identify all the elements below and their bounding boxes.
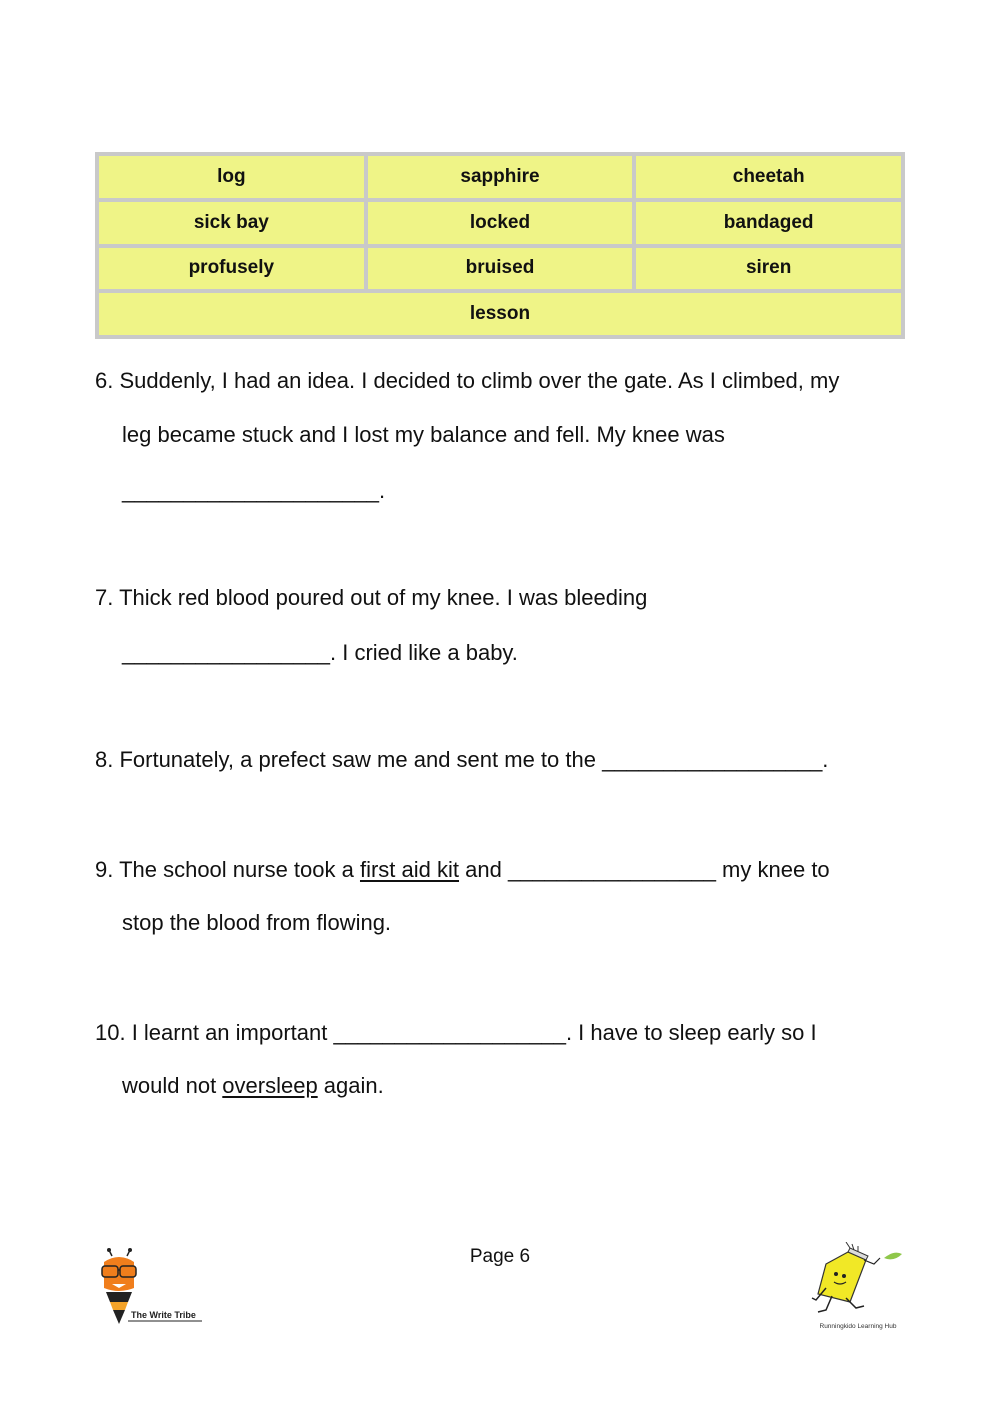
word-bank-cell: log [99, 156, 364, 198]
logo-text: The Write Tribe [131, 1310, 196, 1320]
underlined-phrase: first aid kit [359, 857, 460, 882]
word-bank-cell: cheetah [636, 156, 901, 198]
question-text[interactable]: 10. I learnt an important ___________________. I have to sleep early so I [95, 1020, 817, 1045]
write-tribe-logo-icon [98, 1248, 208, 1330]
question-text[interactable]: 8. Fortunately, a prefect saw me and sent me to the __________________. [95, 747, 829, 772]
question-text: 6. Suddenly, I had an idea. I decided to climb over the gate. As I climbed, my [95, 368, 840, 393]
question-text-part: 9. The school nurse took a [95, 857, 360, 882]
question-text-part: and _________________ my knee to [459, 857, 830, 882]
question-text: 7. Thick red blood poured out of my knee. I was bleeding [95, 585, 648, 610]
word-bank-cell: sick bay [99, 202, 364, 244]
runningkido-logo-icon [808, 1242, 908, 1344]
logo-text: Runningkido Learning Hub [819, 1323, 897, 1330]
word-bank-cell: siren [636, 248, 901, 290]
underlined-phrase: oversleep [222, 1073, 318, 1098]
word-bank-cell: locked [368, 202, 633, 244]
word-bank-table [95, 152, 905, 339]
question-text: stop the blood from flowing. [122, 910, 392, 935]
question-text-part: again. [317, 1073, 384, 1098]
word-bank-cell: profusely [99, 248, 364, 290]
question-text [122, 1073, 384, 1099]
question-text[interactable] [95, 857, 830, 883]
question-text: leg became stuck and I lost my balance and fell. My knee was [122, 422, 725, 447]
word-bank-cell: sapphire [368, 156, 633, 198]
word-bank-cell: bandaged [636, 202, 901, 244]
word-bank-cell: lesson [99, 293, 901, 335]
answer-blank[interactable]: _____________________. [122, 478, 386, 503]
page-number: Page 6 [469, 1246, 531, 1267]
word-bank-cell: bruised [368, 248, 633, 290]
question-text-part: would not [122, 1073, 223, 1098]
answer-blank[interactable]: _________________. I cried like a baby. [122, 640, 518, 665]
